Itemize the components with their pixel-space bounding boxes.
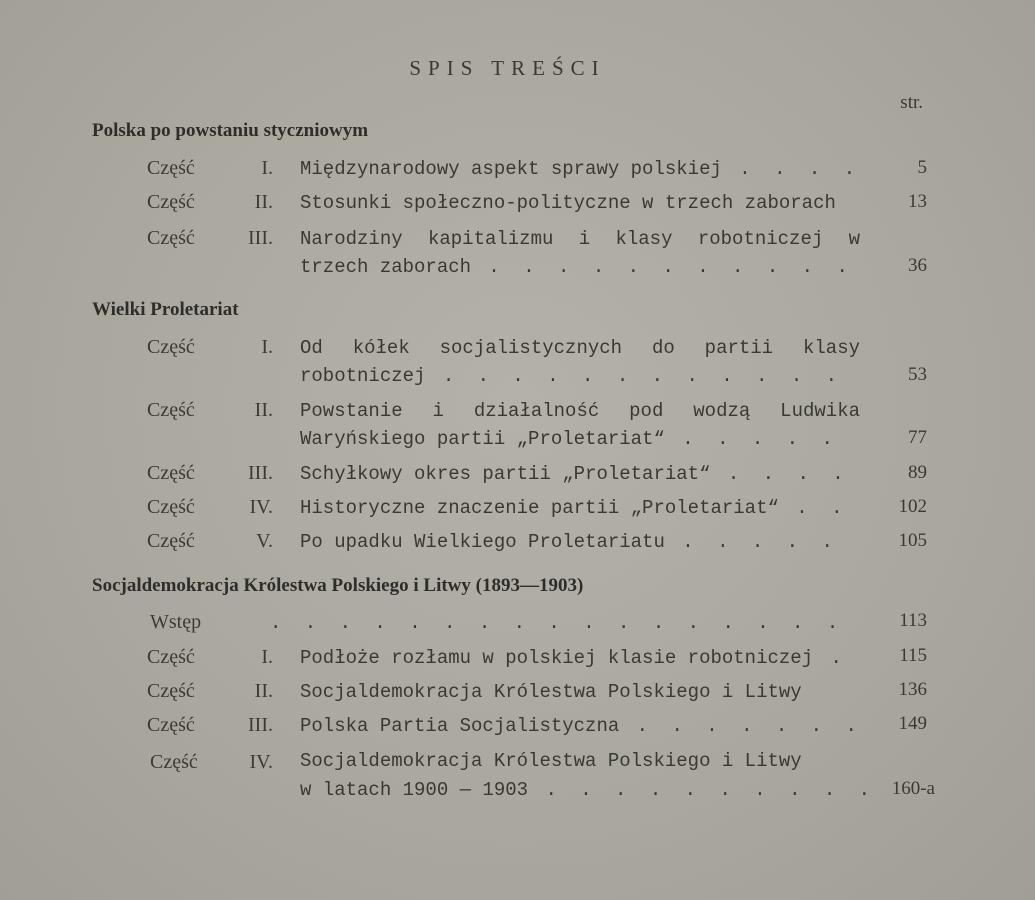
entry-page: 102 <box>898 496 927 517</box>
entry-label: Wstęp <box>150 611 202 633</box>
section-heading: Wielki Proletariat <box>92 299 239 320</box>
entry-label: Część <box>147 227 195 249</box>
entry-title: Socjaldemokracja Królestwa Polskiego i Litwy <box>300 681 802 703</box>
section-heading: Polska po powstaniu styczniowym <box>92 120 369 141</box>
entry-numeral: III. <box>248 227 273 249</box>
entry-page: 115 <box>899 645 927 666</box>
entry-page: 5 <box>917 157 927 178</box>
page-title: SPIS TREŚCI <box>409 56 606 80</box>
page-column-header: str. <box>900 92 923 113</box>
entry-title-line2: robotniczej . . . <box>300 365 860 387</box>
entry-numeral: III. <box>248 714 273 736</box>
entry-page: 13 <box>908 191 927 212</box>
entry-numeral: V. <box>256 530 273 552</box>
entry-label: Część <box>147 496 195 518</box>
entry-title: Schyłkowy okres partii „Proletariat“ . . . <box>300 463 860 485</box>
entry-title-line1: Od kółek socjalistycznych do partii klasy <box>300 337 860 359</box>
entry-title-line1: Powstanie i działalność pod wodzą Ludwika <box>300 400 860 422</box>
entry-title: Po upadku Wielkiego Proletariatu . . . <box>300 531 860 553</box>
entry-numeral: IV. <box>249 751 273 773</box>
entry-numeral: II. <box>254 191 273 213</box>
entry-label: Część <box>147 191 195 213</box>
entry-title-line1: Socjaldemokracja Królestwa Polskiego i Litwy <box>300 750 802 772</box>
entry-title-line1: Narodziny kapitalizmu i klasy robotniczej w <box>300 228 860 250</box>
entry-title <box>270 612 860 634</box>
entry-page: 136 <box>898 679 927 700</box>
section-heading: Socjaldemokracja Królestwa Polskiego i Litwy (1893—1903) <box>92 575 584 596</box>
entry-page: 89 <box>908 462 927 483</box>
entry-label: Część <box>147 714 195 736</box>
entry-label: Część <box>147 336 195 358</box>
entry-page: 53 <box>908 364 927 385</box>
entry-title: Polska Partia Socjalistyczna . . . <box>300 715 860 737</box>
entry-label: Część <box>147 399 195 421</box>
entry-page: 160-a <box>891 778 935 799</box>
entry-label: Część <box>150 751 198 773</box>
entry-numeral: II. <box>254 399 273 421</box>
entry-numeral: III. <box>248 462 273 484</box>
entry-numeral: I. <box>261 646 273 668</box>
entry-numeral: I. <box>261 157 273 179</box>
entry-title: Historyczne znaczenie partii „Proletariat“ . . . <box>300 497 860 519</box>
entry-page: 36 <box>908 255 927 276</box>
entry-page: 77 <box>908 427 927 448</box>
entry-title-line2: Waryńskiego partii „Proletariat“ . . . <box>300 428 860 450</box>
entry-title-line2: trzech zaborach . . . <box>300 256 860 278</box>
entry-page: 113 <box>899 610 927 631</box>
entry-label: Część <box>147 646 195 668</box>
entry-label: Część <box>147 462 195 484</box>
entry-page: 105 <box>898 530 927 551</box>
entry-title-line2: w latach 1900 — 1903 . . . <box>300 779 870 801</box>
entry-label: Część <box>147 157 195 179</box>
entry-label: Część <box>147 530 195 552</box>
entry-page: 149 <box>898 713 927 734</box>
entry-numeral: II. <box>254 680 273 702</box>
entry-numeral: I. <box>261 336 273 358</box>
entry-title: Podłoże rozłamu w polskiej klasie robotniczej . . . <box>300 647 860 669</box>
entry-label: Część <box>147 680 195 702</box>
entry-title: Międzynarodowy aspekt sprawy polskiej . . . <box>300 158 860 180</box>
entry-title: Stosunki społeczno-polityczne w trzech zaborach <box>300 192 836 214</box>
entry-numeral: IV. <box>249 496 273 518</box>
